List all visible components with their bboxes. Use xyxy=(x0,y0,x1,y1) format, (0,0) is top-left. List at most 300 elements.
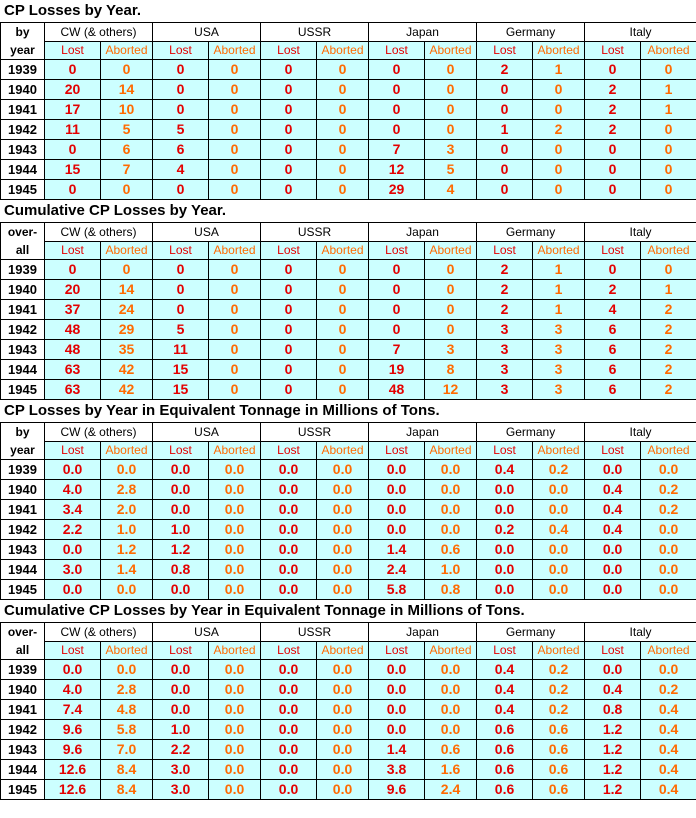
year-label: 1941 xyxy=(1,700,45,720)
lost-value: 0.0 xyxy=(45,660,101,680)
aborted-header: Aborted xyxy=(425,241,477,260)
lost-value: 0.0 xyxy=(585,560,641,580)
aborted-value: 0 xyxy=(425,120,477,140)
lost-header: Lost xyxy=(153,641,209,660)
lost-value: 0 xyxy=(153,80,209,100)
lost-value: 0 xyxy=(45,260,101,280)
lost-header: Lost xyxy=(261,241,317,260)
lost-value: 0.0 xyxy=(45,580,101,600)
lost-value: 1.0 xyxy=(153,520,209,540)
table-row xyxy=(1,160,696,180)
lost-value: 1.2 xyxy=(585,760,641,780)
aborted-value: 0.0 xyxy=(209,480,261,500)
year-label: 1945 xyxy=(1,380,45,400)
lost-value: 3 xyxy=(477,320,533,340)
aborted-value: 0.0 xyxy=(209,560,261,580)
aborted-value: 0.6 xyxy=(533,760,585,780)
aborted-value: 0.0 xyxy=(641,660,696,680)
lost-value: 0.4 xyxy=(477,680,533,700)
aborted-value: 0.0 xyxy=(317,780,369,800)
aborted-value: 0.2 xyxy=(533,680,585,700)
lost-value: 19 xyxy=(369,360,425,380)
lost-value: 9.6 xyxy=(45,740,101,760)
nation-header: USSR xyxy=(261,423,369,442)
aborted-value: 0.6 xyxy=(533,740,585,760)
aborted-value: 3 xyxy=(533,380,585,400)
aborted-value: 0 xyxy=(425,280,477,300)
lost-value: 0.0 xyxy=(585,460,641,480)
aborted-value: 0 xyxy=(317,300,369,320)
lost-value: 0.0 xyxy=(477,560,533,580)
aborted-value: 0.0 xyxy=(317,540,369,560)
aborted-header: Aborted xyxy=(209,641,261,660)
aborted-value: 1.6 xyxy=(425,760,477,780)
aborted-value: 14 xyxy=(101,280,153,300)
aborted-value: 0.2 xyxy=(641,500,696,520)
lost-value: 0 xyxy=(261,100,317,120)
lost-value: 0 xyxy=(45,60,101,80)
aborted-value: 0 xyxy=(317,340,369,360)
aborted-value: 1 xyxy=(641,80,696,100)
year-label: 1943 xyxy=(1,140,45,160)
aborted-value: 2.0 xyxy=(101,500,153,520)
lost-header: Lost xyxy=(477,241,533,260)
lost-header: Lost xyxy=(45,441,101,460)
aborted-value: 0.0 xyxy=(425,520,477,540)
lost-value: 0 xyxy=(369,100,425,120)
aborted-value: 2 xyxy=(533,120,585,140)
aborted-value: 0.0 xyxy=(209,460,261,480)
lost-header: Lost xyxy=(153,441,209,460)
aborted-value: 5 xyxy=(101,120,153,140)
aborted-value: 1.4 xyxy=(101,560,153,580)
lost-value: 0 xyxy=(369,60,425,80)
nation-header: CW (& others) xyxy=(45,223,153,242)
lost-value: 4.0 xyxy=(45,480,101,500)
aborted-value: 0 xyxy=(533,160,585,180)
lost-value: 0.4 xyxy=(585,500,641,520)
lost-value: 6 xyxy=(585,320,641,340)
lost-value: 0 xyxy=(153,60,209,80)
aborted-value: 0 xyxy=(209,360,261,380)
lost-value: 1.2 xyxy=(153,540,209,560)
lost-value: 3 xyxy=(477,360,533,380)
lost-value: 0.0 xyxy=(261,760,317,780)
lost-value: 48 xyxy=(369,380,425,400)
lost-value: 0.0 xyxy=(477,480,533,500)
aborted-value: 3 xyxy=(533,320,585,340)
lost-value: 0 xyxy=(369,320,425,340)
lost-value: 2.4 xyxy=(369,560,425,580)
lost-value: 0.0 xyxy=(369,660,425,680)
aborted-value: 2.8 xyxy=(101,480,153,500)
year-label: 1943 xyxy=(1,740,45,760)
lost-value: 0 xyxy=(585,160,641,180)
aborted-value: 0.0 xyxy=(317,680,369,700)
lost-value: 0.0 xyxy=(261,480,317,500)
data-table xyxy=(0,422,696,600)
aborted-header: Aborted xyxy=(641,641,696,660)
aborted-header: Aborted xyxy=(209,241,261,260)
lost-value: 3.0 xyxy=(153,760,209,780)
lost-value: 0 xyxy=(585,60,641,80)
lost-value: 9.6 xyxy=(45,720,101,740)
lost-value: 0.0 xyxy=(261,560,317,580)
aborted-value: 2 xyxy=(641,340,696,360)
year-label: 1940 xyxy=(1,680,45,700)
lost-value: 15 xyxy=(153,380,209,400)
aborted-value: 2.8 xyxy=(101,680,153,700)
year-label: 1942 xyxy=(1,120,45,140)
table-row xyxy=(1,580,696,600)
aborted-value: 0.0 xyxy=(209,580,261,600)
aborted-value: 0 xyxy=(101,60,153,80)
lost-value: 4 xyxy=(585,300,641,320)
aborted-value: 0 xyxy=(641,120,696,140)
year-label: 1942 xyxy=(1,320,45,340)
year-label: 1939 xyxy=(1,260,45,280)
aborted-value: 2.4 xyxy=(425,780,477,800)
aborted-value: 42 xyxy=(101,360,153,380)
lost-value: 6 xyxy=(585,380,641,400)
lost-value: 63 xyxy=(45,380,101,400)
lost-value: 2.2 xyxy=(153,740,209,760)
aborted-value: 0.0 xyxy=(641,460,696,480)
aborted-value: 0 xyxy=(641,60,696,80)
lost-value: 0.0 xyxy=(261,500,317,520)
aborted-value: 0.2 xyxy=(533,460,585,480)
lost-value: 0 xyxy=(477,180,533,200)
lost-value: 20 xyxy=(45,280,101,300)
lost-value: 3.0 xyxy=(45,560,101,580)
lost-value: 0 xyxy=(369,80,425,100)
aborted-value: 0 xyxy=(317,120,369,140)
aborted-header: Aborted xyxy=(533,241,585,260)
lost-header: Lost xyxy=(45,641,101,660)
nation-header: Italy xyxy=(585,223,696,242)
lost-value: 0 xyxy=(477,160,533,180)
aborted-value: 0 xyxy=(101,260,153,280)
aborted-value: 0.0 xyxy=(425,700,477,720)
lost-value: 0.0 xyxy=(477,500,533,520)
aborted-value: 2 xyxy=(641,360,696,380)
aborted-header: Aborted xyxy=(101,241,153,260)
section-title: CP Losses by Year. xyxy=(4,2,142,19)
lost-value: 0.4 xyxy=(585,680,641,700)
aborted-value: 1.0 xyxy=(101,520,153,540)
lost-value: 0.2 xyxy=(477,520,533,540)
lost-value: 4 xyxy=(153,160,209,180)
year-label: 1944 xyxy=(1,560,45,580)
table-row xyxy=(1,60,696,80)
table-row xyxy=(1,120,696,140)
aborted-value: 0.0 xyxy=(317,500,369,520)
lost-value: 0 xyxy=(45,180,101,200)
section-title: CP Losses by Year in Equivalent Tonnage in Millions of Tons. xyxy=(4,402,440,419)
lost-value: 1 xyxy=(477,120,533,140)
lost-value: 0.4 xyxy=(477,460,533,480)
aborted-value: 0.4 xyxy=(641,740,696,760)
lost-header: Lost xyxy=(477,441,533,460)
aborted-value: 0.0 xyxy=(101,580,153,600)
nation-header: USA xyxy=(153,423,261,442)
aborted-value: 8.4 xyxy=(101,760,153,780)
aborted-value: 0.4 xyxy=(641,780,696,800)
aborted-header: Aborted xyxy=(317,641,369,660)
lost-value: 6 xyxy=(585,360,641,380)
year-label: 1939 xyxy=(1,660,45,680)
aborted-value: 0 xyxy=(533,180,585,200)
lost-value: 0.0 xyxy=(153,660,209,680)
aborted-value: 0 xyxy=(317,80,369,100)
aborted-value: 0 xyxy=(317,380,369,400)
aborted-value: 0.0 xyxy=(425,680,477,700)
year-label: 1945 xyxy=(1,180,45,200)
lost-value: 2 xyxy=(585,80,641,100)
aborted-value: 0.0 xyxy=(209,760,261,780)
lost-value: 0.0 xyxy=(45,460,101,480)
aborted-value: 7.0 xyxy=(101,740,153,760)
aborted-value: 0 xyxy=(209,60,261,80)
lost-value: 15 xyxy=(153,360,209,380)
aborted-value: 0.0 xyxy=(533,480,585,500)
nation-header: Germany xyxy=(477,623,585,642)
lost-value: 48 xyxy=(45,340,101,360)
lost-value: 5 xyxy=(153,320,209,340)
nation-header: Germany xyxy=(477,23,585,42)
table-row xyxy=(1,700,696,720)
lost-value: 0 xyxy=(369,280,425,300)
aborted-header: Aborted xyxy=(641,441,696,460)
lost-header: Lost xyxy=(153,41,209,60)
lost-value: 0.0 xyxy=(153,680,209,700)
year-label: 1939 xyxy=(1,60,45,80)
aborted-value: 0.0 xyxy=(209,520,261,540)
aborted-header: Aborted xyxy=(641,241,696,260)
aborted-value: 0 xyxy=(209,280,261,300)
corner-line: all xyxy=(15,643,30,657)
lost-value: 0.0 xyxy=(153,460,209,480)
aborted-value: 0.0 xyxy=(533,500,585,520)
aborted-value: 0 xyxy=(317,280,369,300)
lost-value: 37 xyxy=(45,300,101,320)
aborted-header: Aborted xyxy=(317,441,369,460)
lost-value: 0.0 xyxy=(261,660,317,680)
lost-value: 0.0 xyxy=(153,580,209,600)
aborted-value: 1 xyxy=(533,300,585,320)
aborted-header: Aborted xyxy=(425,641,477,660)
year-label: 1941 xyxy=(1,100,45,120)
lost-value: 0.0 xyxy=(369,520,425,540)
nation-header: USA xyxy=(153,23,261,42)
aborted-value: 0.0 xyxy=(317,520,369,540)
lost-value: 0.4 xyxy=(477,660,533,680)
table-row xyxy=(1,500,696,520)
lost-value: 0.0 xyxy=(153,500,209,520)
lost-value: 0 xyxy=(153,100,209,120)
aborted-value: 0.0 xyxy=(425,500,477,520)
aborted-value: 14 xyxy=(101,80,153,100)
nation-header: CW (& others) xyxy=(45,423,153,442)
aborted-value: 0 xyxy=(209,140,261,160)
lost-header: Lost xyxy=(369,241,425,260)
lost-value: 0 xyxy=(45,140,101,160)
lost-value: 0 xyxy=(261,300,317,320)
aborted-value: 3 xyxy=(425,340,477,360)
aborted-value: 0.6 xyxy=(533,780,585,800)
aborted-value: 0.0 xyxy=(209,500,261,520)
aborted-value: 0 xyxy=(533,140,585,160)
lost-value: 0.0 xyxy=(153,480,209,500)
lost-value: 2 xyxy=(585,120,641,140)
lost-value: 12.6 xyxy=(45,780,101,800)
lost-value: 0.0 xyxy=(261,720,317,740)
aborted-value: 0 xyxy=(209,260,261,280)
aborted-value: 0 xyxy=(209,100,261,120)
lost-value: 0.0 xyxy=(261,460,317,480)
aborted-value: 0.2 xyxy=(533,700,585,720)
aborted-header: Aborted xyxy=(101,441,153,460)
table-row xyxy=(1,180,696,200)
lost-value: 0 xyxy=(369,260,425,280)
lost-value: 0 xyxy=(261,180,317,200)
lost-value: 2 xyxy=(585,280,641,300)
aborted-value: 1.2 xyxy=(101,540,153,560)
aborted-value: 0.0 xyxy=(425,660,477,680)
lost-value: 2 xyxy=(477,280,533,300)
aborted-value: 0.6 xyxy=(425,740,477,760)
aborted-value: 0.2 xyxy=(641,680,696,700)
aborted-value: 0.0 xyxy=(533,580,585,600)
aborted-header: Aborted xyxy=(533,441,585,460)
lost-value: 0.4 xyxy=(585,520,641,540)
aborted-value: 0.0 xyxy=(209,740,261,760)
aborted-value: 0.0 xyxy=(425,720,477,740)
year-label: 1940 xyxy=(1,80,45,100)
table-row xyxy=(1,380,696,400)
table-row xyxy=(1,260,696,280)
aborted-header: Aborted xyxy=(425,441,477,460)
lost-value: 5.8 xyxy=(369,580,425,600)
lost-value: 6 xyxy=(585,340,641,360)
lost-value: 0 xyxy=(153,300,209,320)
lost-value: 2 xyxy=(477,60,533,80)
lost-value: 1.2 xyxy=(585,780,641,800)
lost-value: 0.0 xyxy=(585,660,641,680)
aborted-value: 0.0 xyxy=(317,720,369,740)
corner-line: year xyxy=(10,443,35,457)
lost-value: 0.6 xyxy=(477,760,533,780)
aborted-value: 0.0 xyxy=(101,460,153,480)
aborted-value: 5 xyxy=(425,160,477,180)
year-label: 1940 xyxy=(1,480,45,500)
aborted-value: 0 xyxy=(425,300,477,320)
table-row xyxy=(1,460,696,480)
aborted-value: 0 xyxy=(101,180,153,200)
aborted-value: 0 xyxy=(317,180,369,200)
aborted-value: 0 xyxy=(317,140,369,160)
aborted-value: 0 xyxy=(209,160,261,180)
table-row xyxy=(1,480,696,500)
aborted-header: Aborted xyxy=(533,641,585,660)
lost-value: 0 xyxy=(261,80,317,100)
corner-line: by xyxy=(15,25,30,39)
lost-value: 0 xyxy=(369,120,425,140)
lost-value: 3.8 xyxy=(369,760,425,780)
aborted-value: 0.0 xyxy=(209,720,261,740)
lost-value: 0.0 xyxy=(261,680,317,700)
aborted-value: 0 xyxy=(209,300,261,320)
lost-value: 0.4 xyxy=(585,480,641,500)
year-label: 1940 xyxy=(1,280,45,300)
lost-value: 0.0 xyxy=(261,700,317,720)
nation-header: Italy xyxy=(585,623,696,642)
aborted-value: 5.8 xyxy=(101,720,153,740)
aborted-value: 0 xyxy=(209,80,261,100)
lost-value: 0 xyxy=(261,280,317,300)
nation-header: Italy xyxy=(585,423,696,442)
lost-value: 0 xyxy=(153,180,209,200)
aborted-value: 6 xyxy=(101,140,153,160)
lost-value: 15 xyxy=(45,160,101,180)
aborted-value: 3 xyxy=(425,140,477,160)
aborted-value: 0 xyxy=(425,320,477,340)
aborted-value: 0.0 xyxy=(641,520,696,540)
lost-header: Lost xyxy=(585,441,641,460)
aborted-value: 0 xyxy=(209,340,261,360)
aborted-value: 0 xyxy=(317,100,369,120)
lost-value: 3 xyxy=(477,380,533,400)
aborted-value: 0.0 xyxy=(317,660,369,680)
aborted-header: Aborted xyxy=(209,41,261,60)
aborted-value: 0.0 xyxy=(641,560,696,580)
year-label: 1944 xyxy=(1,760,45,780)
lost-value: 0.0 xyxy=(369,480,425,500)
nation-header: Japan xyxy=(369,223,477,242)
corner-line: by xyxy=(15,425,30,439)
lost-value: 12.6 xyxy=(45,760,101,780)
corner-line: year xyxy=(10,43,35,57)
aborted-value: 0.0 xyxy=(317,580,369,600)
aborted-value: 0 xyxy=(641,160,696,180)
lost-value: 0 xyxy=(477,140,533,160)
aborted-value: 2 xyxy=(641,320,696,340)
aborted-value: 0.0 xyxy=(533,540,585,560)
aborted-value: 0.0 xyxy=(209,680,261,700)
table-row xyxy=(1,300,696,320)
aborted-value: 0.0 xyxy=(317,560,369,580)
lost-header: Lost xyxy=(369,41,425,60)
aborted-value: 1 xyxy=(533,260,585,280)
aborted-value: 0.0 xyxy=(209,700,261,720)
aborted-value: 0 xyxy=(317,160,369,180)
lost-header: Lost xyxy=(369,441,425,460)
lost-value: 3.0 xyxy=(153,780,209,800)
corner-label xyxy=(1,423,45,460)
lost-header: Lost xyxy=(477,641,533,660)
year-label: 1942 xyxy=(1,720,45,740)
lost-value: 0.0 xyxy=(369,700,425,720)
lost-value: 11 xyxy=(153,340,209,360)
lost-value: 5 xyxy=(153,120,209,140)
lost-value: 1.0 xyxy=(153,720,209,740)
lost-value: 0.0 xyxy=(261,520,317,540)
aborted-value: 4.8 xyxy=(101,700,153,720)
lost-value: 0 xyxy=(261,160,317,180)
aborted-value: 0.4 xyxy=(641,700,696,720)
lost-value: 11 xyxy=(45,120,101,140)
lost-value: 3.4 xyxy=(45,500,101,520)
